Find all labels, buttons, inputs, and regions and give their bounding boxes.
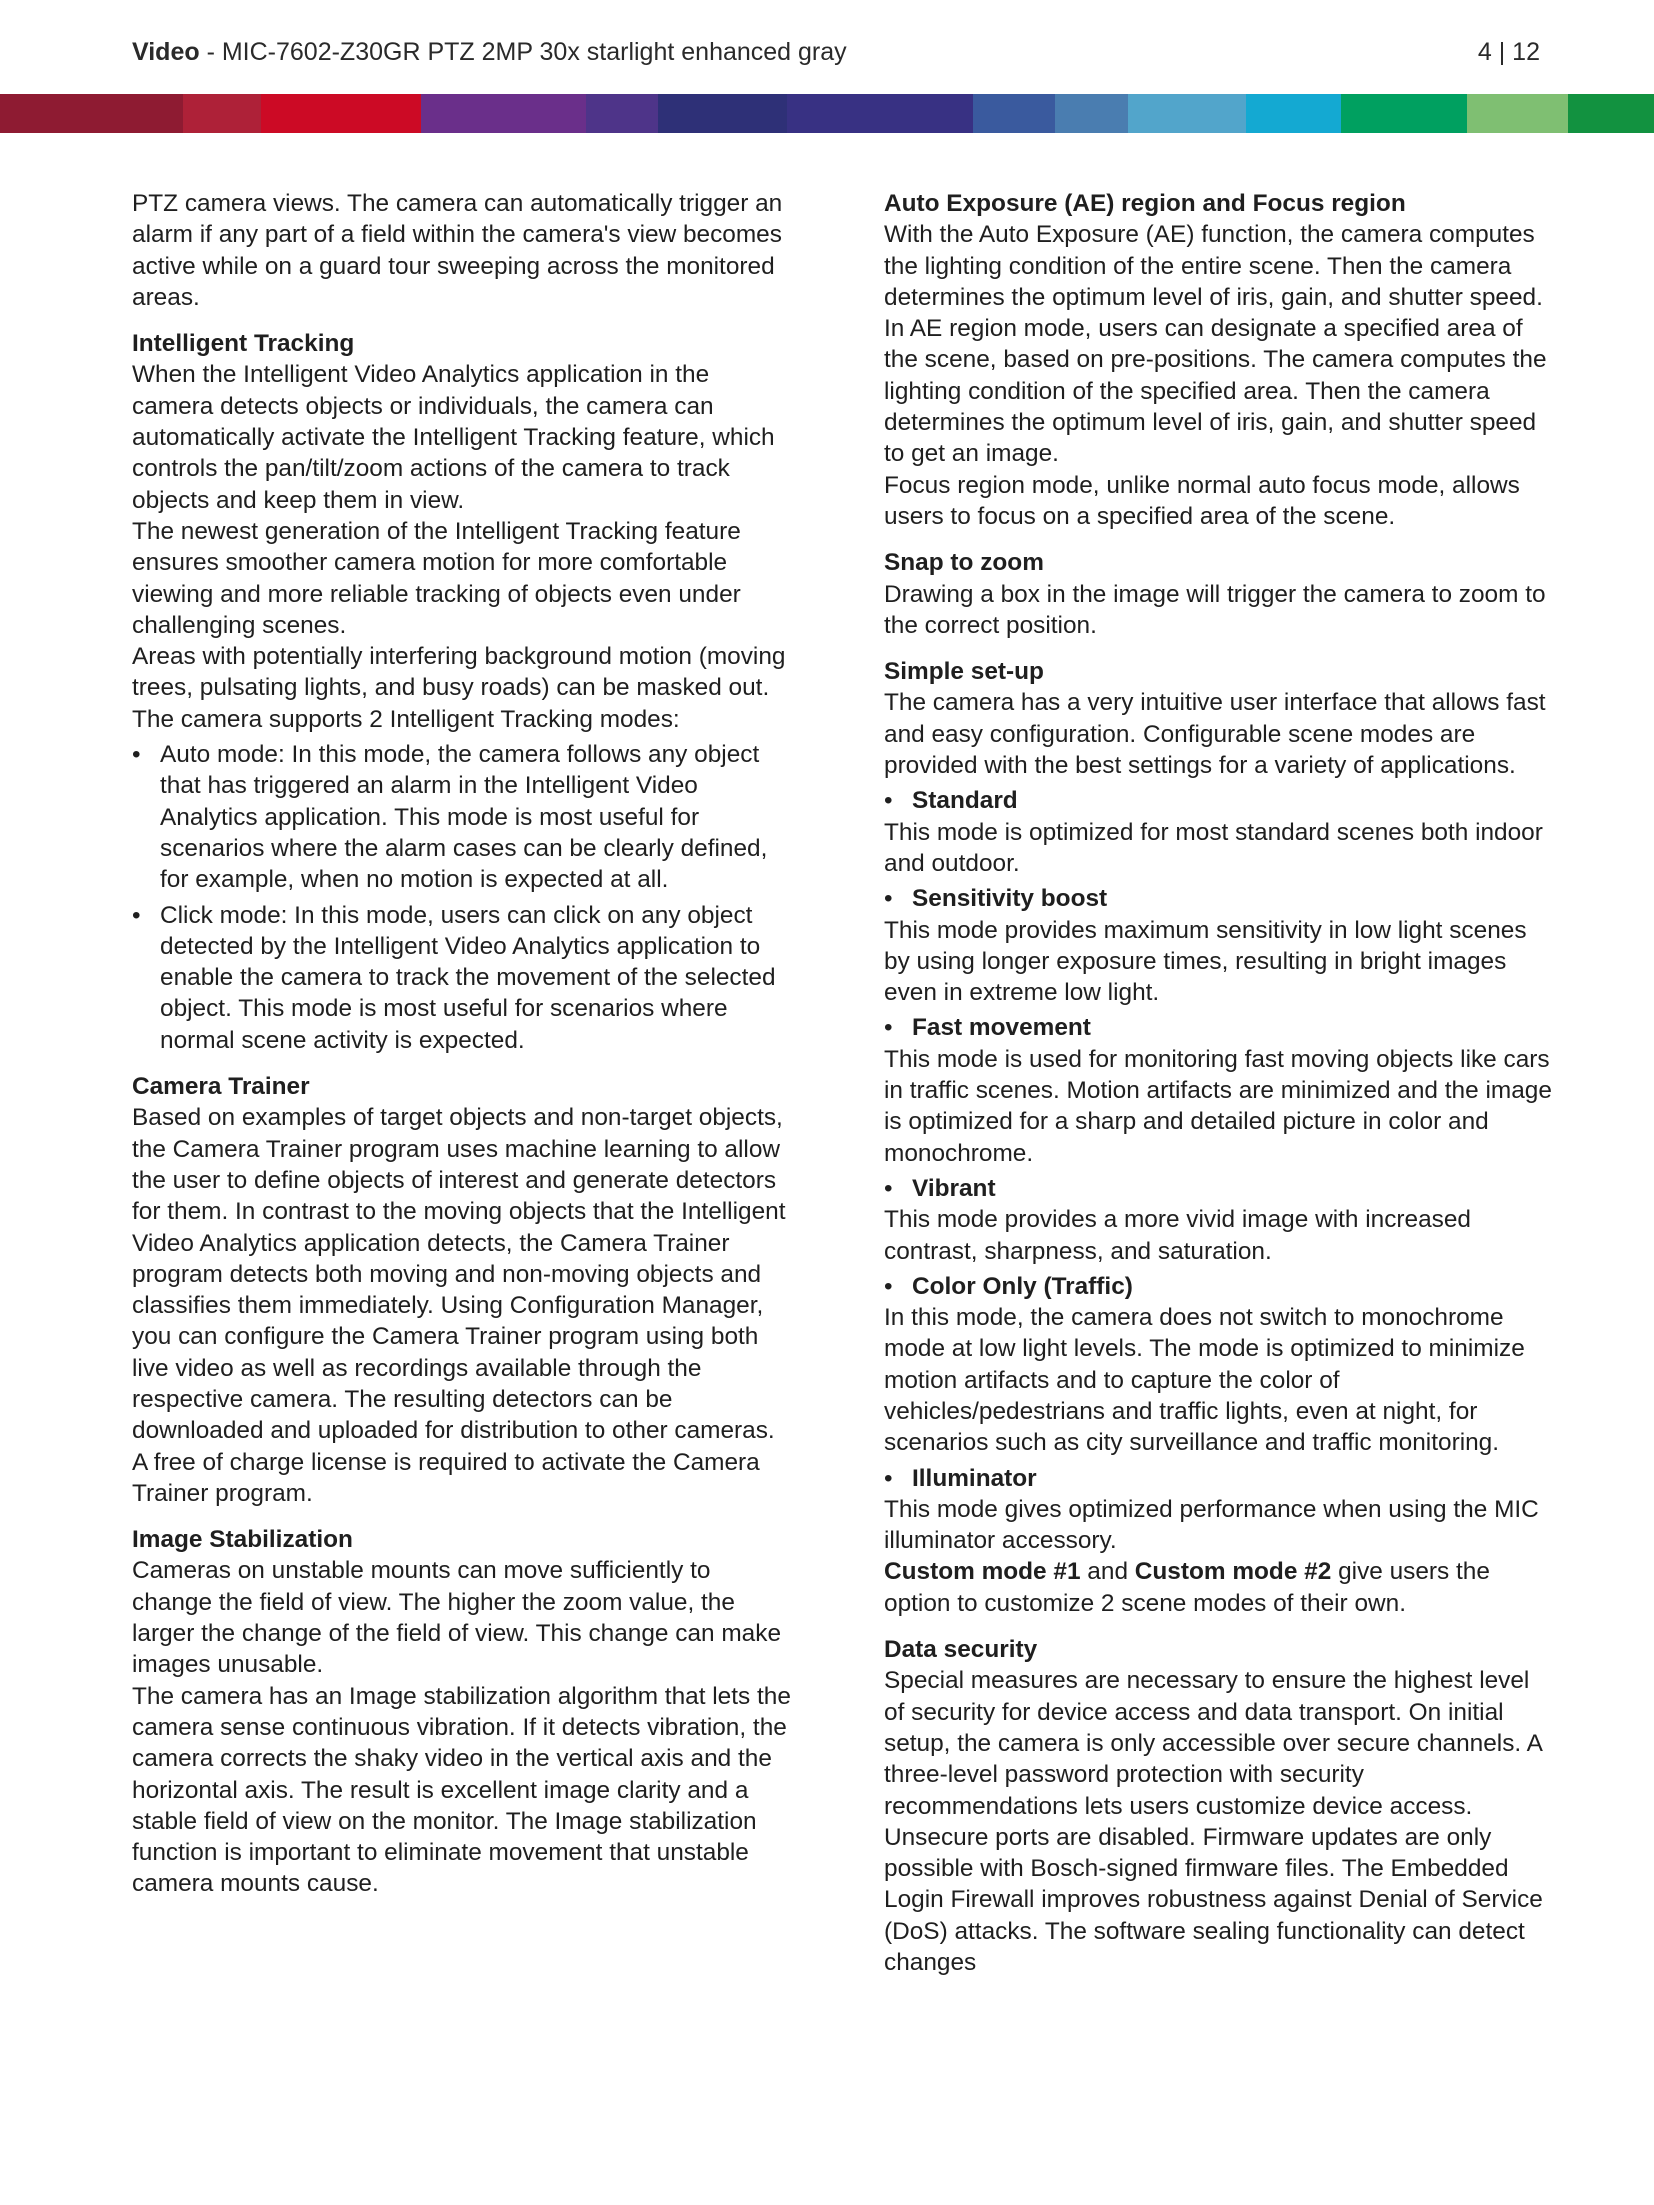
heading-image-stabilization: Image Stabilization [132, 1526, 353, 1554]
paragraph: In AE region mode, users can designate a specified area of the scene, based on pre-positions. The camera computes the lighting condition of the specified area. Then the camera determines the optimum level of iris, gain, and shutter speed to get an image. [884, 315, 1547, 468]
bullet-icon: • [884, 885, 893, 913]
paragraph: Cameras on unstable mounts can move sufficiently to change the field of view. The higher the zoom value, the larger the change of the field of view. This change can make images unusable. [132, 1557, 782, 1679]
paragraph: The camera has a very intuitive user interface that allows fast and easy configuration. Configurable scene modes are provided with the best settings for a variety of applications. [884, 689, 1546, 780]
paragraph: Drawing a box in the image will trigger the camera to zoom to the correct position. [884, 580, 1546, 639]
left-column [132, 188, 792, 1900]
scene-mode-description: This mode is optimized for most standard scenes both indoor and outdoor. [884, 818, 1543, 877]
scene-mode-title: • Color Only (Traffic) [884, 1271, 1554, 1302]
intro-paragraph: PTZ camera views. The camera can automatically trigger an alarm if any part of a field within the camera's view becomes active while on a guard tour sweeping across the monitored areas. [132, 190, 783, 311]
color-bar-segment [1467, 94, 1569, 133]
color-bar-segment [183, 94, 261, 133]
heading-data-security: Data security [884, 1636, 1038, 1664]
paragraph: With the Auto Exposure (AE) function, the camera computes the lighting condition of the entire scene. Then the camera determines the optimum level of iris, gain, and shutter speed. [884, 221, 1543, 311]
list-item: • Auto mode: In this mode, the camera follows any object that has triggered an alarm in the Intelligent Video Analytics application. This mode is most useful for scenarios where the alarm cases can be clearly defined, for example, when no motion is expected at all. [132, 739, 792, 895]
color-bar-segment [1568, 94, 1654, 133]
color-bar-segment [658, 94, 787, 133]
paragraph: Special measures are necessary to ensure the highest level of security for device access and data transport. On initial setup, the camera is only accessible over secure channels. A three-level password protection with security recommendations lets users customize device access. Unsecure ports are disabled. Firmware updates are only possible with Bosch-signed firmware files. The Embedded Login Firewall improves robustness against Denial of Service (DoS) attacks. The software sealing functionality can detect changes [884, 1667, 1543, 1977]
color-bar-segment [261, 94, 421, 133]
scene-mode-description: This mode provides maximum sensitivity in low light scenes by using longer exposure times, resulting in bright images even in extreme low light. [884, 916, 1527, 1007]
heading-simple-setup: Simple set-up [884, 658, 1044, 686]
color-bar-segment [586, 94, 659, 133]
color-bar-segment [787, 94, 973, 133]
paragraph: Based on examples of target objects and non-target objects, the Camera Trainer program uses machine learning to allow the user to define objects of interest and generate detectors for them. In contrast to the moving objects that the Intelligent Video Analytics application detects, the Camera Trainer program detects both moving and non-moving objects and classifies them immediately. Using Configuration Manager, you can configure the Camera Trainer program using both live video as well as recordings available through the respective camera. The resulting detectors can be downloaded and uploaded for distribution to other cameras. [132, 1104, 786, 1445]
header-separator: - [199, 38, 222, 66]
bullet-icon: • [884, 1014, 893, 1042]
paragraph: The camera has an Image stabilization algorithm that lets the camera sense continuous vibration. If it detects vibration, the camera corrects the shaky video in the vertical axis and the horizontal axis. The result is excellent image clarity and a stable field of view on the monitor. The Image stabilization function is important to eliminate movement that unstable camera mounts cause. [132, 1682, 791, 1898]
header-category: Video [132, 38, 200, 66]
paragraph: Focus region mode, unlike normal auto focus mode, allows users to focus on a specified area of the scene. [884, 471, 1520, 530]
bullet-icon: • [884, 1272, 893, 1300]
header-product: MIC-7602-Z30GR PTZ 2MP 30x starlight enhanced gray [221, 38, 847, 66]
brand-color-bar [0, 94, 1654, 133]
scene-mode-description: This mode is used for monitoring fast moving objects like cars in traffic scenes. Motion artifacts are minimized and the image is optimized for a sharp and detailed picture in color and monochrome. [884, 1045, 1552, 1167]
heading-ae-focus: Auto Exposure (AE) region and Focus region [884, 190, 1406, 217]
paragraph: A free of charge license is required to activate the Camera Trainer program. [132, 1448, 760, 1507]
bullet-icon: • [884, 1174, 893, 1202]
color-bar-segment [421, 94, 586, 133]
list-item: • Click mode: In this mode, users can click on any object detected by the Intelligent Video Analytics application to enable the camera to track the movement of the selected object. This mode is most useful for scenarios where normal scene activity is expected. [132, 900, 792, 1056]
scene-mode-title: • Sensitivity boost [884, 883, 1554, 914]
color-bar-segment [0, 94, 183, 133]
heading-intelligent-tracking: Intelligent Tracking [132, 330, 355, 358]
color-bar-segment [1128, 94, 1247, 133]
color-bar-segment [1055, 94, 1128, 133]
page-header [132, 34, 1540, 70]
page-number: 4 | 12 [1477, 38, 1540, 66]
scene-mode-description: This mode provides a more vivid image with increased contrast, sharpness, and saturation. [884, 1206, 1471, 1265]
color-bar-segment [1341, 94, 1466, 133]
right-column [884, 188, 1554, 1978]
scene-mode-title: • Standard [884, 785, 1554, 816]
bullet-icon: • [884, 1464, 893, 1492]
paragraph: Areas with potentially interfering background motion (moving trees, pulsating lights, and busy roads) can be masked out. [132, 643, 786, 702]
heading-snap-to-zoom: Snap to zoom [884, 549, 1044, 577]
heading-camera-trainer: Camera Trainer [132, 1073, 310, 1101]
paragraph: The camera supports 2 Intelligent Tracking modes: [132, 705, 680, 733]
scene-mode-title: • Vibrant [884, 1173, 1554, 1204]
bullet-icon: • [884, 787, 893, 815]
paragraph: The newest generation of the Intelligent Tracking feature ensures smoother camera motion for more comfortable viewing and more reliable tracking of objects even under challenging scenes. [132, 517, 741, 639]
scene-mode-description: This mode gives optimized performance when using the MIC illuminator accessory. [884, 1495, 1539, 1555]
color-bar-segment [1246, 94, 1341, 133]
scene-mode-description: In this mode, the camera does not switch to monochrome mode at low light levels. The mode is optimized to minimize motion artifacts and to capture the color of vehicles/pedestrians and traffic lights, even at night, for scenarios such as city surveillance and traffic monitoring. [884, 1304, 1525, 1457]
tracking-modes-list [132, 739, 792, 1056]
custom-modes-paragraph: Custom mode #1 and Custom mode #2 give users the option to customize 2 scene modes of their own. [884, 1558, 1490, 1617]
color-bar-segment [973, 94, 1055, 133]
scene-mode-title: • Fast movement [884, 1012, 1554, 1043]
paragraph: When the Intelligent Video Analytics application in the camera detects objects or individuals, the camera can automatically activate the Intelligent Tracking feature, which controls the pan/tilt/zoom actions of the camera to track objects and keep them in view. [132, 361, 775, 514]
scene-mode-title: • Illuminator [884, 1463, 1554, 1494]
